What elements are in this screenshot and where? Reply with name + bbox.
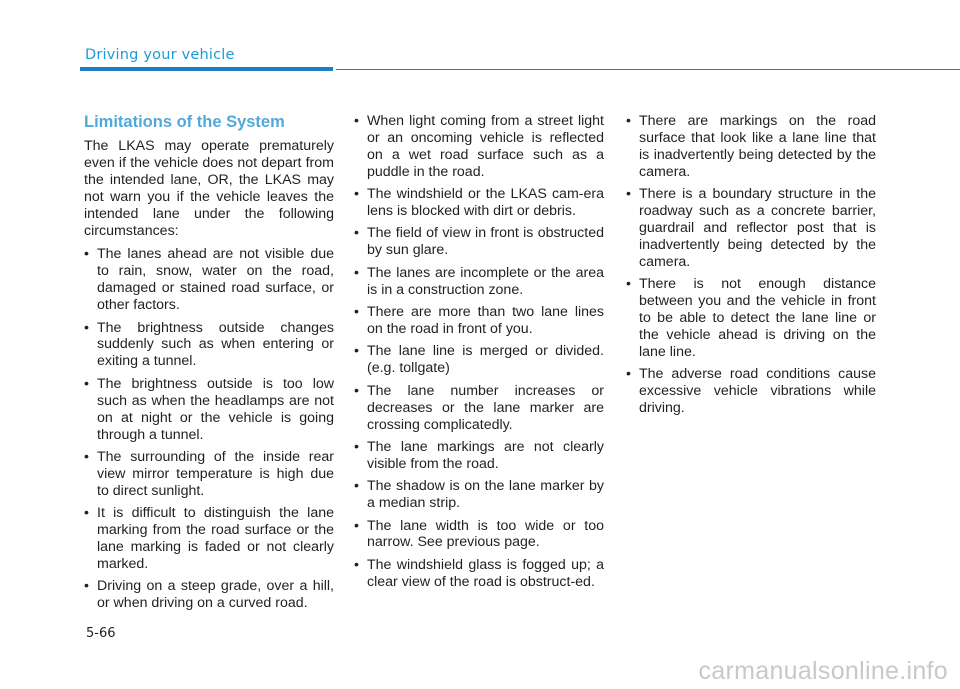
list-item-text: The lanes are incomplete or the area is in a construction zone.: [367, 264, 604, 298]
list-item-text: The brightness outside changes suddenly such as when entering or exiting a tunnel.: [97, 319, 334, 370]
header-rule-thin: [336, 69, 960, 70]
list-item: [84, 246, 334, 314]
page-number: 5-66: [86, 626, 116, 641]
list-item-text: There is a boundary structure in the roadway such as a concrete barrier, guardrail and reflector post that is inadvertently being detected by the camera.: [639, 186, 876, 270]
bullet-icon: •: [354, 556, 359, 573]
bullet-icon: •: [626, 276, 631, 293]
bullet-list-col3: [626, 113, 876, 417]
list-item: [354, 439, 604, 473]
bullet-icon: •: [354, 264, 359, 281]
list-item-text: The surrounding of the inside rear view mirror temperature is high due to direct sunlight.: [97, 448, 334, 499]
list-item-text: The lanes ahead are not visible due to rain, snow, water on the road, damaged or stained road surface, or other factors.: [97, 246, 334, 314]
list-item-text: The lane number increases or decreases or the lane marker are crossing complicatedly.: [367, 382, 604, 433]
column-2: [354, 113, 604, 596]
bullet-icon: •: [84, 578, 89, 595]
bullet-icon: •: [84, 448, 89, 465]
column-1: [84, 112, 334, 618]
bullet-icon: •: [84, 375, 89, 392]
section-heading: Limitations of the System: [84, 113, 285, 131]
header-rule-thick: [80, 67, 333, 71]
list-item-text: The windshield or the LKAS cam-era lens is blocked with dirt or debris.: [367, 186, 604, 220]
list-item-text: The lane width is too wide or too narrow. See previous page.: [367, 517, 604, 551]
list-item: [626, 113, 876, 181]
bullet-icon: •: [354, 382, 359, 399]
list-item-text: When light coming from a street light or an oncoming vehicle is reflected on a wet road surface such as a puddle in the road.: [367, 113, 604, 180]
bullet-icon: •: [84, 505, 89, 522]
list-item-text: The brightness outside is too low such as when the headlamps are not on at night or the vehicle is going through a tunnel.: [97, 375, 334, 443]
list-item: [84, 376, 334, 444]
list-item-text: The windshield glass is fogged up; a clear view of the road is obstruct-ed.: [367, 556, 604, 590]
list-item: [84, 449, 334, 500]
list-item-text: The adverse road conditions cause excessive vehicle vibrations while driving.: [639, 366, 876, 416]
list-item-text: The lane markings are not clearly visible from the road.: [367, 438, 604, 472]
bullet-icon: •: [626, 113, 631, 129]
bullet-icon: •: [354, 478, 359, 495]
intro-paragraph: The LKAS may operate prematurely even if the vehicle does not depart from the intended lane, OR, the LKAS may not warn you if the vehicle leaves the intended lane under the following circumstances:: [84, 138, 334, 239]
bullet-icon: •: [354, 343, 359, 360]
bullet-icon: •: [354, 113, 359, 129]
list-item: [626, 276, 876, 361]
bullet-icon: •: [626, 186, 631, 203]
list-item: [354, 383, 604, 434]
list-item-text: The shadow is on the lane marker by a median strip.: [367, 478, 604, 512]
bullet-icon: •: [354, 225, 359, 242]
list-item: [354, 518, 604, 552]
list-item: [84, 320, 334, 371]
watermark: carmanualsonline.info: [698, 657, 948, 685]
column-3: [626, 113, 876, 422]
bullet-icon: •: [84, 319, 89, 336]
list-item: [354, 186, 604, 220]
list-item: [354, 265, 604, 299]
bullet-icon: •: [354, 517, 359, 534]
bullet-icon: •: [84, 246, 89, 263]
list-item-text: Driving on a steep grade, over a hill, or when driving on a curved road.: [97, 578, 334, 612]
list-item: [626, 366, 876, 417]
list-item-text: There are more than two lane lines on the road in front of you.: [367, 304, 604, 337]
bullet-list-col1: [84, 246, 334, 612]
list-item: [84, 578, 334, 612]
list-item: [84, 505, 334, 573]
list-item-text: There is not enough distance between you and the vehicle in front to be able to detect the lane line or the vehicle ahead is driving on the lane line.: [639, 276, 876, 360]
section-title: Driving your vehicle: [85, 47, 235, 63]
list-item: [354, 478, 604, 512]
list-item: [354, 557, 604, 591]
list-item: [354, 225, 604, 259]
bullet-icon: •: [626, 366, 631, 383]
bullet-list-col2: [354, 113, 604, 591]
list-item: [354, 343, 604, 377]
bullet-icon: •: [354, 304, 359, 321]
list-item-text: The field of view in front is obstructed by sun glare.: [367, 225, 604, 259]
bullet-icon: •: [354, 438, 359, 455]
list-item: [626, 186, 876, 271]
bullet-icon: •: [354, 186, 359, 203]
list-item: [354, 304, 604, 338]
list-item: [354, 113, 604, 181]
list-item-text: It is difficult to distinguish the lane marking from the road surface or the lane marking is faded or not clearly marked.: [97, 505, 334, 572]
list-item-text: There are markings on the road surface that look like a lane line that is inadvertently being detected by the camera.: [639, 113, 876, 180]
list-item-text: The lane line is merged or divided. (e.g. tollgate): [367, 343, 604, 377]
